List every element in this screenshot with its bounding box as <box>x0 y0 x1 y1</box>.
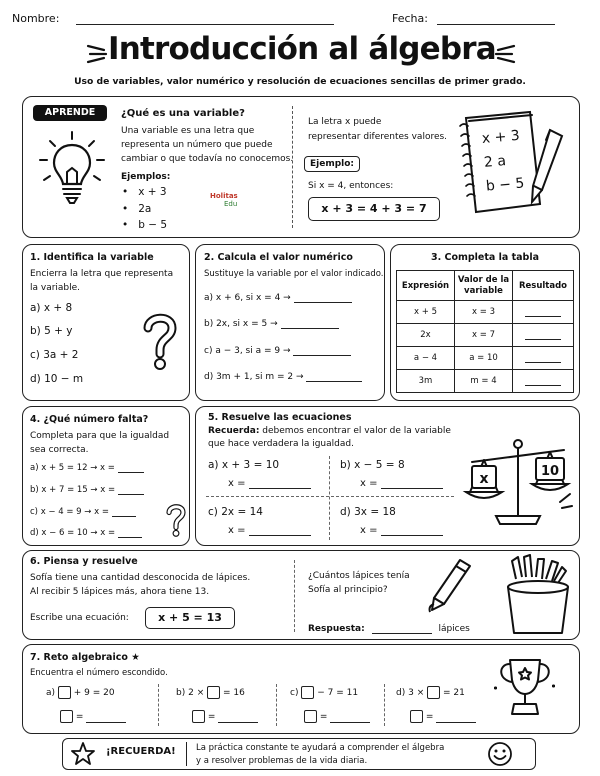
reto-post: = 21 <box>443 688 465 698</box>
fecha-field[interactable] <box>437 24 555 25</box>
reto-divider <box>384 684 385 726</box>
reto-letter: a) <box>46 688 56 698</box>
examples-title: Ejemplos: <box>121 172 171 182</box>
hidden-number-box[interactable] <box>301 686 314 699</box>
table-cell: 3m <box>397 370 455 393</box>
s4-answer-field[interactable] <box>118 472 144 473</box>
title-dash-left-icon <box>86 42 108 64</box>
question-mark-icon <box>140 310 180 372</box>
example-item: • b − 5 <box>122 219 168 231</box>
hidden-number-box[interactable] <box>427 686 440 699</box>
s7-title: 7. Reto algebraico ★ <box>30 652 140 663</box>
s2-answer-field[interactable] <box>306 381 362 382</box>
ejemplo-badge: Ejemplo: <box>304 156 360 172</box>
reto-post: + 9 = 20 <box>73 688 115 698</box>
s4-answer-field[interactable] <box>118 537 142 538</box>
reto-answer <box>192 710 258 723</box>
equation-answer-field[interactable] <box>381 535 443 536</box>
reto-divider <box>158 684 159 726</box>
reto-post: = 16 <box>223 688 245 698</box>
s4-title: 4. ¿Qué número falta? <box>30 414 149 425</box>
equation-answer-field[interactable] <box>381 488 443 489</box>
aprende-text-1: Una variable es una letra que <box>121 126 255 136</box>
table-cell: a = 10 <box>455 347 513 370</box>
hidden-number-box[interactable] <box>207 686 220 699</box>
question-mark-icon <box>164 502 188 538</box>
equation-answer <box>228 525 311 536</box>
s4-item <box>30 485 144 495</box>
reto-pre: 2 × <box>188 688 205 698</box>
letra-text-1: La letra x puede <box>308 117 382 127</box>
s2-instr: Sustituye la variable por el valor indicado. <box>204 269 384 279</box>
table-cell: x + 5 <box>397 301 455 324</box>
logo-bottom: Edu <box>224 200 238 208</box>
table-header-row <box>397 271 574 301</box>
nombre-field[interactable] <box>76 24 334 25</box>
s4-answer-field[interactable] <box>112 516 136 517</box>
reto-item <box>396 686 465 699</box>
table-answer-cell[interactable] <box>513 301 574 324</box>
s1-item[interactable]: b) 5 + y <box>30 325 73 337</box>
reto-item <box>176 686 245 699</box>
reto-answer <box>304 710 370 723</box>
aprende-divider <box>292 106 293 228</box>
table-row <box>397 324 574 347</box>
aprende-badge: APRENDE <box>33 105 107 121</box>
table-cell: a − 4 <box>397 347 455 370</box>
answer-label: x = <box>360 525 378 536</box>
example-item: • 2a <box>122 203 152 215</box>
table-header: Expresión <box>397 271 455 301</box>
equations-hdivider <box>206 496 454 497</box>
reto-post: − 7 = 11 <box>317 688 359 698</box>
example-text: x + 3 <box>138 186 167 198</box>
s1-title: 1. Identifica la variable <box>30 252 154 263</box>
table-header: Resultado <box>513 271 574 301</box>
variable-question: ¿Qué es una variable? <box>121 108 245 119</box>
s1-instr-1: Encierra la letra que representa <box>30 269 174 279</box>
lightbulb-icon <box>34 128 110 208</box>
table-row <box>397 370 574 393</box>
reto-answer <box>410 710 476 723</box>
equation: d) 3x = 18 <box>340 506 396 518</box>
s2-item <box>204 346 351 356</box>
table-row <box>397 301 574 324</box>
table-answer-cell[interactable] <box>513 324 574 347</box>
hidden-number-box <box>192 710 205 723</box>
respuesta-label: Respuesta: <box>308 624 365 634</box>
s4-instr-1: Completa para que la igualdad <box>30 431 170 441</box>
reto-answer <box>60 710 126 723</box>
write-equation-label: Escribe una ecuación: <box>30 613 129 623</box>
fecha-label: Fecha: <box>392 12 428 25</box>
s1-item[interactable]: c) 3a + 2 <box>30 349 79 361</box>
reto-answer-field[interactable] <box>218 722 258 723</box>
table-header: Valor de la variable <box>455 271 513 301</box>
scale-left-label: x <box>479 471 489 487</box>
s7-instr: Encuentra el número escondido. <box>30 668 168 678</box>
s5-title: 5. Resuelve las ecuaciones <box>208 412 352 423</box>
reto-letter: c) <box>290 688 299 698</box>
reto-answer-field[interactable] <box>436 722 476 723</box>
reto-item <box>290 686 358 699</box>
s2-answer-field[interactable] <box>293 355 351 356</box>
equation: a) x + 3 = 10 <box>208 459 280 471</box>
s4-item-text: b) x + 7 = 15 → x = <box>30 485 116 495</box>
respuesta-field[interactable] <box>372 633 432 634</box>
pencil-cup-icon <box>502 553 574 637</box>
s1-instr-2: la variable. <box>30 283 81 293</box>
s2-answer-field[interactable] <box>294 302 352 303</box>
equation-answer <box>360 478 443 489</box>
s6-question-1: ¿Cuántos lápices tenía <box>308 571 410 581</box>
reto-eq: = <box>207 712 216 722</box>
table-answer-cell[interactable] <box>513 370 574 393</box>
brand-logo <box>210 192 238 208</box>
s4-instr-2: sea correcta. <box>30 445 89 455</box>
reto-answer-field[interactable] <box>330 722 370 723</box>
reto-pre: 3 × <box>408 688 425 698</box>
subtitle: Uso de variables, valor numérico y resolución de ecuaciones sencillas de primer grado. <box>74 76 526 87</box>
s4-item <box>30 463 144 473</box>
equations-vdivider <box>329 456 330 540</box>
footer-text-1: La práctica constante te ayudará a comprender el álgebra <box>196 743 445 753</box>
star-icon <box>70 741 96 767</box>
s6-divider <box>294 560 295 632</box>
s2-item-text: c) a − 3, si a = 9 → <box>204 346 291 356</box>
equation-answer-field[interactable] <box>249 488 311 489</box>
title-dash-right-icon <box>494 42 516 64</box>
footer-divider <box>186 742 187 766</box>
s6-equation: x + 5 = 13 <box>145 607 235 629</box>
notebook-text: 2 a <box>483 152 507 171</box>
notebook-icon <box>454 104 574 220</box>
scale-right-label: 10 <box>540 464 560 479</box>
reto-answer-field[interactable] <box>86 722 126 723</box>
footer-text-2: y a resolver problemas de la vida diaria. <box>196 756 368 766</box>
smiley-icon <box>487 741 513 767</box>
equation-answer <box>228 478 311 489</box>
page-title: Introducción al álgebra <box>108 31 496 67</box>
reto-eq: = <box>319 712 328 722</box>
recuerda-label: Recuerda: <box>208 426 260 436</box>
reto-letter: d) <box>396 688 406 698</box>
reto-item <box>46 686 115 699</box>
pencil-icon <box>424 556 476 614</box>
example-item: • x + 3 <box>122 186 167 198</box>
answer-label: x = <box>228 478 246 489</box>
aprende-text-2: representa un número que puede <box>121 140 273 150</box>
equation-answer <box>360 525 443 536</box>
answer-label: x = <box>228 525 246 536</box>
s6-title: 6. Piensa y resuelve <box>30 556 138 567</box>
s2-item-text: d) 3m + 1, si m = 2 → <box>204 372 304 382</box>
equation-answer-field[interactable] <box>249 535 311 536</box>
s6-question-2: Sofía al principio? <box>308 585 388 595</box>
s2-item <box>204 293 352 303</box>
reto-divider <box>276 684 277 726</box>
s6-text-2: Al recibir 5 lápices más, ahora tiene 13. <box>30 587 210 597</box>
trophy-icon <box>490 652 560 722</box>
s4-item-text: c) x − 4 = 9 → x = <box>30 507 109 517</box>
s6-text-1: Sofía tiene una cantidad desconocida de lápices. <box>30 573 251 583</box>
s1-item[interactable]: a) x + 8 <box>30 302 73 314</box>
reto-letter: b) <box>176 688 186 698</box>
hidden-number-box <box>60 710 73 723</box>
answer-label: x = <box>360 478 378 489</box>
nombre-label: Nombre: <box>12 12 60 25</box>
s2-item <box>204 319 339 329</box>
s4-item-text: a) x + 5 = 12 → x = <box>30 463 115 473</box>
table-answer-cell[interactable] <box>513 347 574 370</box>
letra-text-2: representar diferentes valores. <box>308 132 448 142</box>
unit-label: lápices <box>438 624 470 634</box>
s3-title: 3. Completa la tabla <box>430 252 540 263</box>
table-cell: m = 4 <box>455 370 513 393</box>
s5-instr-2: que hace verdadera la igualdad. <box>208 439 354 449</box>
s5-instr-text: debemos encontrar el valor de la variable <box>259 426 451 436</box>
example-result: x + 3 = 4 + 3 = 7 <box>308 197 440 221</box>
table-cell: 2x <box>397 324 455 347</box>
table-cell: x = 7 <box>455 324 513 347</box>
table-row <box>397 347 574 370</box>
s1-item[interactable]: d) 10 − m <box>30 373 84 385</box>
footer-label: ¡RECUERDA! <box>106 746 176 757</box>
hidden-number-box <box>304 710 317 723</box>
balance-scale-icon <box>462 432 574 532</box>
hidden-number-box <box>410 710 423 723</box>
equation: c) 2x = 14 <box>208 506 263 518</box>
s2-item <box>204 372 362 382</box>
s4-item <box>30 507 136 517</box>
s4-item-text: d) x − 6 = 10 → x = <box>30 528 116 538</box>
table-cell: x = 3 <box>455 301 513 324</box>
s5-instr-1 <box>208 426 451 436</box>
notebook-text: b − 5 <box>485 175 526 195</box>
logo-top: Holitas <box>210 192 238 200</box>
notebook-text: x + 3 <box>481 127 521 148</box>
s2-item-text: b) 2x, si x = 5 → <box>204 319 278 329</box>
aprende-text-3: cambiar o que todavía no conocemos. <box>121 154 294 164</box>
reto-eq: = <box>425 712 434 722</box>
equation: b) x − 5 = 8 <box>340 459 405 471</box>
s2-item-text: a) x + 6, si x = 4 → <box>204 293 291 303</box>
hidden-number-box[interactable] <box>58 686 71 699</box>
reto-eq: = <box>75 712 84 722</box>
s2-answer-field[interactable] <box>281 328 339 329</box>
s6-answer <box>308 624 470 634</box>
si-text: Si x = 4, entonces: <box>308 181 394 191</box>
example-text: b − 5 <box>138 219 168 231</box>
values-table <box>396 270 574 393</box>
s4-answer-field[interactable] <box>118 494 144 495</box>
example-text: 2a <box>138 203 152 215</box>
s2-title: 2. Calcula el valor numérico <box>204 252 353 263</box>
s4-item <box>30 528 142 538</box>
